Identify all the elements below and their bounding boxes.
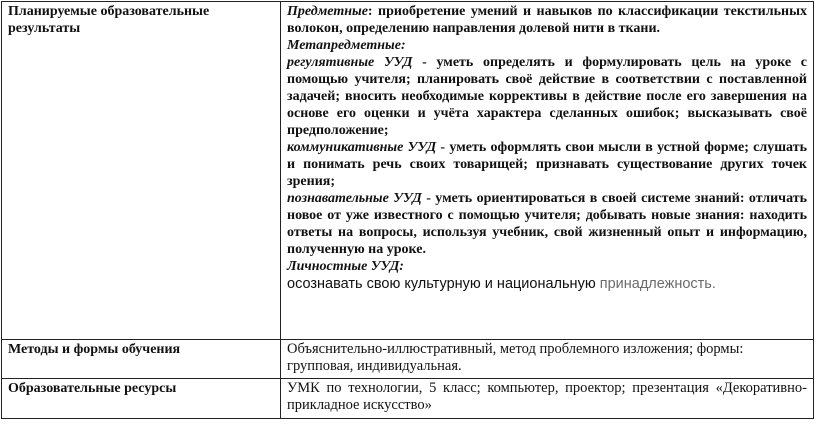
cognitive-heading: познавательные УУД [287,191,422,206]
personal-outcomes [287,276,807,293]
outcomes-cell [281,2,814,340]
row-label-cell [2,379,281,419]
table-row [2,340,814,379]
row-label: Образовательные ресурсы [8,381,177,396]
personal-text: осознавать свою культурную и национальную [287,276,600,292]
row-label: Планируемые образовательные результаты [8,4,210,36]
communicative-outcomes [287,139,807,190]
row-label-cell [2,340,281,379]
cognitive-outcomes [287,190,807,258]
subject-heading: Предметные [287,4,368,19]
personal-heading: Личностные УУД: [287,259,404,274]
row-label-cell [2,2,281,340]
lesson-plan-table [1,1,814,419]
personal-text-end: принадлежность. [599,276,716,292]
regulatory-heading: регулятивные УУД [287,55,413,70]
resources-text: УМК по технологии, 5 класс; компьютер, проектор; презентация «Декоративно-прикладное искусство» [287,380,807,413]
communicative-text: - уметь оформлять свои мысли в устной форме; слушать и понимать речь своих товарищей; признавать существование других точек зрения; [287,140,807,189]
row-label: Методы и формы обучения [8,342,181,357]
table-row [2,379,814,419]
table-row [2,2,814,340]
subject-outcomes [287,3,807,37]
cognitive-text: - уметь ориентироваться в своей системе знаний: отличать новое от уже известного с помощью учителя; добывать новые знания: находить ответы на вопросы, используя учебник, свой жизненный опыт и информацию, полученную на уроке. [287,191,807,257]
subject-text: : приобретение умений и навыков по классификации текстильных волокон, определению направления долевой нити в ткани. [287,4,807,36]
meta-heading: Метапредметные: [287,38,406,53]
resources-cell [281,379,814,419]
communicative-heading: коммуникативные УУД [287,140,437,155]
regulatory-text: - уметь определять и формулировать цель на уроке с помощью учителя; планировать своё действие в соответствии с поставленной задачей; вносить необходимые коррективы в действие после его завершения на основе его оценки и учёта характера сделанных ошибок; высказывать своё предположение; [287,55,807,138]
methods-cell [281,340,814,379]
regulatory-outcomes [287,54,807,139]
methods-text: Объяснительно-иллюстративный, метод проблемного изложения; формы: групповая, индивидуальная. [287,341,744,374]
